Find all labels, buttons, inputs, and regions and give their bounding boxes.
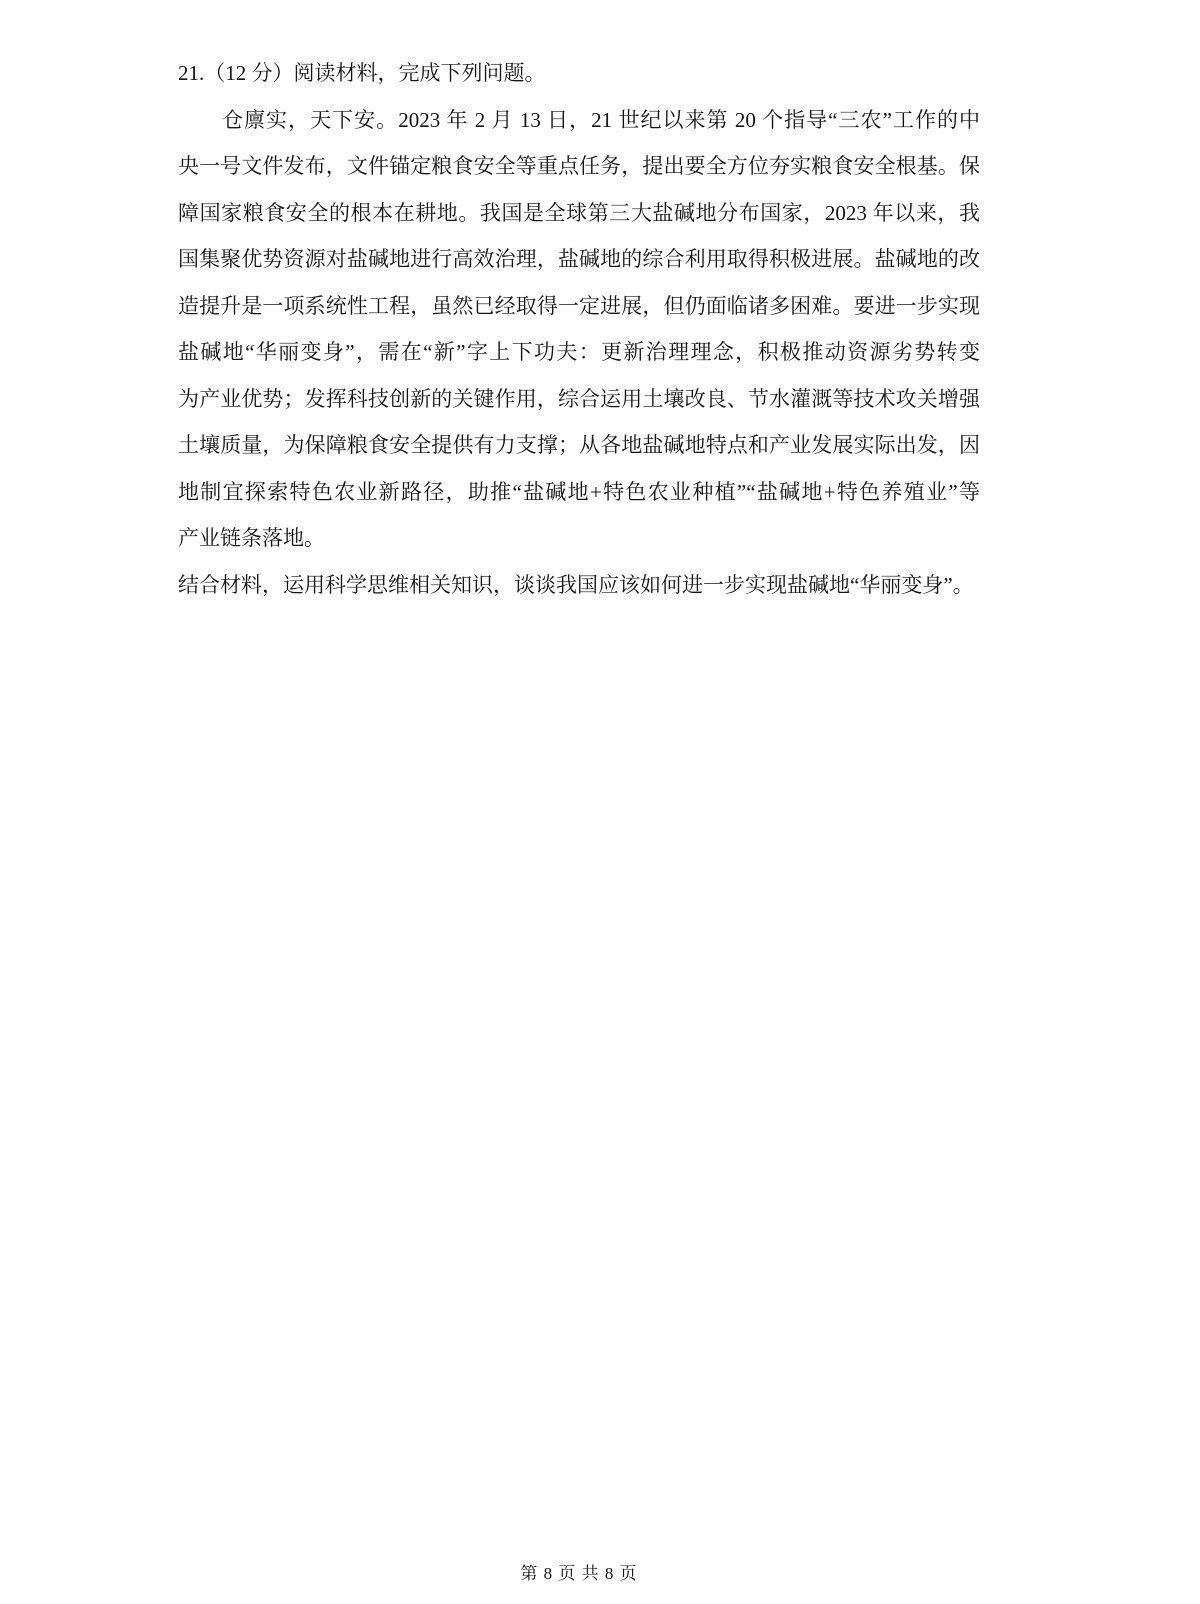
paragraph-line: 产业链条落地。 bbox=[178, 526, 325, 550]
paragraph-line: 障国家粮食安全的根本在耕地。我国是全球第三大盐碱地分布国家，2023 年以来，我 bbox=[178, 200, 980, 225]
page-footer: 第 8 页 共 8 页 bbox=[520, 1564, 638, 1583]
question-header: 21.（12 分）阅读材料，完成下列问题。 bbox=[178, 61, 546, 85]
paragraph-line: 仓廪实，天下安。2023 年 2 月 13 日，21 世纪以来第 20 个指导“三农”工作的中 bbox=[222, 107, 980, 132]
question-block bbox=[178, 50, 980, 608]
paragraph-line: 地制宜探索特色农业新路径，助推“盐碱地+特色农业种植”“盐碱地+特色养殖业”等 bbox=[178, 479, 980, 504]
paragraph-line: 土壤质量，为保障粮食安全提供有力支撑；从各地盐碱地特点和产业发展实际出发，因 bbox=[178, 433, 980, 457]
paragraph-line: 为产业优势；发挥科技创新的关键作用，综合运用土壤改良、节水灌溉等技术攻关增强 bbox=[178, 386, 980, 411]
question-prompt: 结合材料，运用科学思维相关知识，谈谈我国应该如何进一步实现盐碱地“华丽变身”。 bbox=[178, 572, 974, 597]
paragraph-line: 国集聚优势资源对盐碱地进行高效治理，盐碱地的综合利用取得积极进展。盐碱地的改 bbox=[178, 247, 980, 271]
paragraph-line: 央一号文件发布，文件锚定粮食安全等重点任务，提出要全方位夯实粮食安全根基。保 bbox=[178, 154, 980, 178]
paragraph-line: 盐碱地“华丽变身”，需在“新”字上下功夫：更新治理理念，积极推动资源劣势转变 bbox=[178, 340, 980, 364]
paragraph-line: 造提升是一项系统性工程，虽然已经取得一定进展，但仍面临诸多困难。要进一步实现 bbox=[178, 293, 980, 318]
